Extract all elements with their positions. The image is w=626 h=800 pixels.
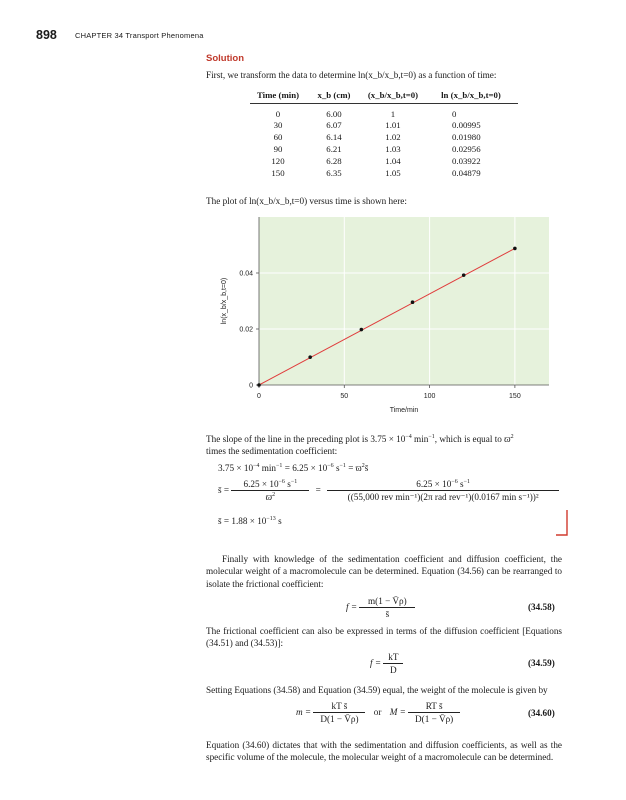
equation-sedimentation	[218, 479, 559, 503]
chart	[214, 212, 564, 424]
cell: 0.00995	[452, 119, 481, 130]
plot-area	[259, 217, 549, 385]
eq2-equals: =	[315, 485, 321, 496]
slope-line1b: , which is equal to	[434, 434, 502, 444]
paragraph-conclusion	[206, 739, 562, 764]
cell: 0.04879	[452, 167, 481, 178]
plot-caption-text: The plot of ln(x_b/x_b,t=0) versus time is shown here:	[206, 196, 407, 206]
table-row	[250, 119, 518, 131]
equation-34-58: f = $\frac{m(1 - V̄\rho)}{s̄}$	[346, 596, 415, 620]
equation-34-59: f = $\frac{kT}{D}$	[370, 652, 403, 676]
slope-omega: $ϖ^2$	[504, 434, 514, 444]
slope-line1a: The slope of the line in the preceding plot is	[206, 434, 369, 444]
cell: 6.35	[326, 167, 342, 178]
cell: 150	[271, 167, 285, 178]
intro-text: First, we transform the data to determine ln(x_b/x_b,t=0) as a function of time:	[206, 70, 497, 80]
cell: 1.02	[385, 131, 401, 142]
page-number: 898	[36, 28, 57, 42]
x-tick-label: 0	[257, 393, 261, 400]
paragraph-diffusion-text: The frictional coefficient can also be expressed in terms of the diffusion coefficient [Equations (34.51) and (34.53)]:	[206, 626, 562, 649]
data-point	[308, 355, 312, 359]
table-row	[250, 131, 518, 143]
cell: 90	[273, 143, 283, 154]
equation-slope: $3.75 \times 10^{-4}$ $\min^{-1} = 6.25 \times 10^{-6}$ $s^{-1}$ = $ϖ^2s̄$	[218, 463, 369, 473]
paragraph-frictional-text: Finally with knowledge of the sedimentation coefficient and diffusion coefficient, the molecular weight of a macromolecule can be determined. Equation (34.56) can be rearranged to isolate the frictional coefficient:	[206, 554, 562, 589]
x-tick-label: 50	[340, 393, 349, 400]
end-of-example-marker	[555, 508, 569, 538]
cell: 0	[275, 108, 281, 119]
cell: 0.03922	[452, 155, 481, 166]
paragraph-frictional	[206, 553, 562, 590]
y-tick-label: 0.04	[239, 270, 253, 278]
x-tick-label: 150	[509, 393, 521, 400]
eq2-fraction-1: $\frac{6.25 \times 10^{-6} s^{-1}}{ϖ^2}$	[231, 479, 309, 503]
equation-number-34-60: (34.60)	[528, 708, 555, 718]
cell: 6.14	[326, 131, 342, 142]
paragraph-setting-equal	[206, 684, 562, 696]
plot-caption	[206, 195, 562, 207]
slope-line2: times the sedimentation coefficient:	[206, 446, 338, 457]
slope-value: $3.75 \times 10^{-4}$ $\min^{-1}$	[370, 434, 435, 444]
data-table	[250, 88, 518, 178]
solution-heading: Solution	[206, 53, 244, 64]
table-header-row	[250, 88, 518, 104]
header-xb: x_b (cm)	[306, 88, 362, 104]
equation-number-34-58: (34.58)	[528, 602, 555, 612]
data-point	[257, 383, 261, 387]
header-ln: ln (x_b/x_b,t=0)	[424, 88, 518, 104]
paragraph-conclusion-text: Equation (34.60) dictates that with the sedimentation and diffusion coefficients, as well as the specific volume of the molecule, the molecular weight of a macromolecule can be determined.	[206, 740, 562, 763]
table-row	[250, 155, 518, 167]
table-row	[250, 167, 518, 179]
header-ratio: (x_b/x_b,t=0)	[362, 88, 424, 104]
cell: 6.28	[326, 155, 342, 166]
intro-paragraph	[206, 69, 562, 81]
cell: 0.01980	[452, 131, 481, 142]
equation-34-60: m = $\frac{\text{kT s̄}}{D(1 - V̄\rho)}$ or M = $\frac{\text{RT s̄}}{D(1 - V̄\rho)}$	[296, 701, 460, 725]
cell: 0.02956	[452, 143, 481, 154]
cell: 6.00	[326, 108, 342, 119]
chapter-title: CHAPTER 34 Transport Phenomena	[75, 31, 204, 40]
cell: 0	[452, 108, 457, 119]
data-point	[513, 247, 517, 251]
x-axis-label: Time/min	[389, 407, 419, 414]
table-row	[250, 143, 518, 155]
cell: 6.21	[326, 143, 342, 154]
cell: 6.07	[326, 119, 342, 130]
cell: 1.01	[385, 119, 401, 130]
data-point	[462, 273, 466, 277]
header-time: Time (min)	[250, 88, 306, 104]
y-tick-label: 0.02	[239, 326, 253, 334]
paragraph-setting-equal-text: Setting Equations (34.58) and Equation (34.59) equal, the weight of the molecule is given by	[206, 685, 548, 695]
eq2-lhs: s̄ =	[218, 485, 230, 496]
equation-result: s̄ = $1.88 \times 10^{-13}$ s	[218, 516, 282, 526]
x-tick-label: 100	[423, 393, 436, 400]
cell: 60	[273, 131, 283, 142]
slope-paragraph	[206, 433, 562, 458]
data-point	[360, 328, 364, 332]
cell: 30	[273, 119, 283, 130]
table-row	[250, 104, 518, 120]
cell: 120	[271, 155, 285, 166]
paragraph-diffusion	[206, 625, 562, 650]
y-axis-label: ln(x_b/x_b,t=0)	[221, 277, 228, 325]
equation-number-34-59: (34.59)	[528, 658, 555, 668]
y-tick-label: 0	[249, 382, 253, 390]
cell: 1.04	[385, 155, 401, 166]
cell: 1.03	[385, 143, 401, 154]
eq2-fraction-2: $\frac{6.25 \times 10^{-6} s^{-1}}{\text{((55,000 rev min⁻¹)(2π rad rev⁻¹)(0.0167 min s⁻¹))²}}$	[327, 479, 559, 503]
data-point	[411, 300, 415, 304]
cell: 1	[390, 108, 396, 119]
cell: 1.05	[385, 167, 401, 178]
